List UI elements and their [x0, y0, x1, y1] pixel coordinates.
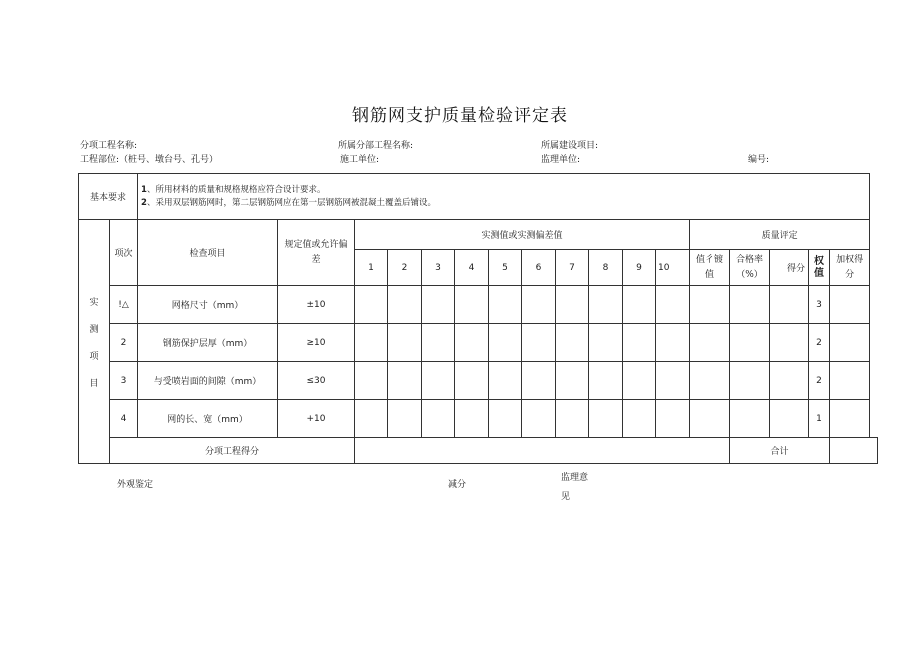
table-row: [79, 324, 878, 362]
location-label: 工程部位:（桩号、墩台号、孔号）: [80, 155, 219, 165]
measure-col-8: 8: [589, 250, 623, 286]
supervisor-label: 监理单位:: [541, 155, 581, 165]
deduction-label: 减分: [448, 480, 467, 490]
row-weight: 3: [809, 286, 830, 324]
measure-col-2: 2: [388, 250, 422, 286]
location-hint: （桩号、墩台号、孔号）: [119, 155, 219, 165]
table-row: [79, 286, 878, 324]
row-item-no: 2: [110, 324, 138, 362]
supervision-opinion-label: 监理意: [561, 473, 589, 483]
division-name-label: 所属分部工程名称:: [338, 141, 414, 151]
measure-col-4: 4: [455, 250, 489, 286]
weighted-score-header: 加权得 分: [830, 250, 870, 286]
row-tolerance: ≤30: [278, 362, 355, 400]
quality-eval-header: 质量评定: [690, 220, 870, 250]
contractor-label: 施工单位:: [340, 155, 380, 165]
weight-header: 权 值: [809, 250, 830, 286]
measure-col-9: 9: [623, 250, 656, 286]
row-item-no: !△: [110, 286, 138, 324]
measured-items-side-label: 实 测 项 目: [79, 220, 110, 464]
supervision-opinion-label-2: 见: [561, 492, 571, 502]
tolerance-header: 规定值或允许偏 差: [278, 220, 355, 286]
total-label: 合计: [730, 438, 830, 464]
row-check-item: 与受喷岩面的间隙（mm）: [138, 362, 278, 400]
subproject-name-label: 分项工程名称:: [80, 141, 138, 151]
row-tolerance: +10: [278, 400, 355, 438]
requirement-2: 2、采用双层钢筋网时，第二层钢筋网应在第一层钢筋网被混凝土覆盖后铺设。: [141, 197, 436, 208]
row-item-no: 4: [110, 400, 138, 438]
construction-project-label: 所属建设项目:: [541, 141, 599, 151]
measure-col-1: 1: [355, 250, 388, 286]
measure-col-7: 7: [556, 250, 589, 286]
measure-col-3: 3: [422, 250, 455, 286]
subproject-score-label: 分项工程得分: [110, 438, 355, 464]
row-weight: 2: [809, 362, 830, 400]
row-check-item: 钢筋保护层厚（mm）: [138, 324, 278, 362]
measure-col-5: 5: [489, 250, 522, 286]
table-row: [79, 400, 878, 438]
score-header: 得分: [770, 250, 809, 286]
table-row: [79, 362, 878, 400]
average-value-header: 值彳镀 值: [690, 250, 730, 286]
appearance-label: 外观鉴定: [117, 480, 154, 490]
total-value: [830, 438, 878, 464]
row-weight: 2: [809, 324, 830, 362]
evaluation-table: [78, 173, 878, 464]
row-tolerance: ≥10: [278, 324, 355, 362]
measure-col-6: 6: [522, 250, 556, 286]
check-item-header: 检查项目: [138, 220, 278, 286]
subproject-score-value: [355, 438, 730, 464]
row-check-item: 网格尺寸（mm）: [138, 286, 278, 324]
serial-number-label: 编号:: [748, 155, 770, 165]
basic-requirements-label: 基本要求: [79, 174, 138, 220]
row-item-no: 3: [110, 362, 138, 400]
pass-rate-header: 合格率 （%）: [730, 250, 770, 286]
row-check-item: 网的长、宽（mm）: [138, 400, 278, 438]
page-title: 钢筋网支护质量检验评定表: [352, 106, 568, 126]
requirement-1: 1、所用材料的质量和规格规格应符合设计要求。: [141, 184, 326, 195]
basic-requirements-text: [138, 174, 870, 220]
row-weight: 1: [809, 400, 830, 438]
item-no-header: 项次: [110, 220, 138, 286]
measured-values-header: 实测值或实测偏差值: [355, 220, 690, 250]
measure-col-10: 10: [656, 250, 690, 286]
row-tolerance: ±10: [278, 286, 355, 324]
